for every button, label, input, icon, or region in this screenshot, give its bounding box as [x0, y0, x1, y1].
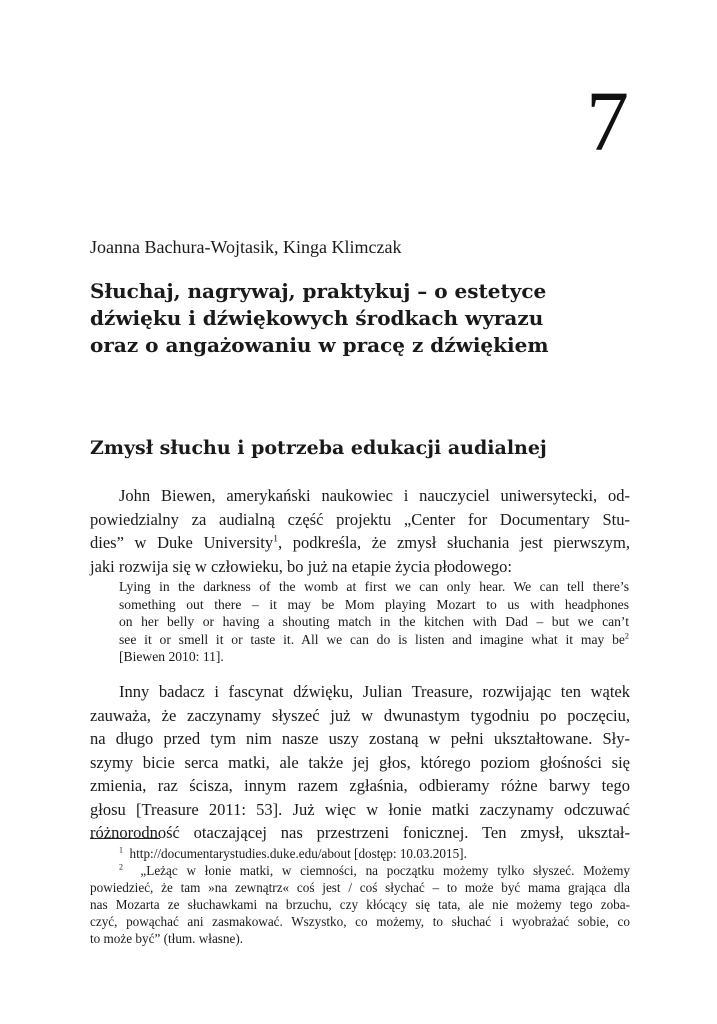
quote-line: [Biewen 2010: 11]. — [119, 649, 224, 665]
text-line: szymy bicie serca matki, ale także jej głos, którego poziom głośności się — [90, 752, 630, 772]
quote-line — [119, 631, 629, 649]
body-paragraph-1 — [90, 484, 630, 578]
footnote-ref-2: 2 — [624, 631, 629, 641]
quote-line: on her belly or having a shouting match in the kitchen with Dad – but we can’t — [119, 614, 629, 630]
text-line: powiedzialny za audialną część projektu „Center for Documentary Stu- — [90, 509, 630, 529]
text-line: zauważa, że zaczynamy słyszeć już w dwunastym tygodniu po poczęciu, — [90, 705, 630, 725]
text-line — [90, 531, 630, 555]
footnote-number: 2 — [119, 862, 123, 872]
chapter-number: 7 — [586, 73, 629, 169]
chapter-title-line: oraz o angażowaniu w pracę z dźwiękiem — [90, 333, 549, 357]
chapter-authors: Joanna Bachura-Wojtasik, Kinga Klimczak — [90, 237, 402, 257]
footnote-1 — [90, 846, 630, 863]
footnote-separator — [90, 838, 160, 839]
footnote-2-line: czyć, powąchać ani zasmakować. Wszystko, co możemy, to słuchać i wyobrażać sobie, co — [90, 913, 630, 929]
chapter-title-line: dźwięku i dźwiękowych środkach wyrazu — [90, 306, 544, 330]
text-line: jaki rozwija się w człowieku, bo już na etapie życia płodowego: — [90, 556, 512, 576]
text-line: John Biewen, amerykański naukowiec i nauczyciel uniwersytecki, od- — [119, 486, 630, 505]
footnote-2-line: nas Mozarta ze słuchawkami na brzuchu, czy kłócący się tata, ale nie możemy tego zoba- — [90, 896, 630, 912]
text-fragment: see it or smell it or taste it. All we can do is listen and imagine what it may be — [119, 631, 625, 647]
footnote-ref-1: 1 — [273, 533, 279, 545]
text-line: różnorodność otaczającej nas przestrzeni fonicznej. Ten zmysł, ukształ- — [90, 823, 630, 842]
footnote-2-line — [90, 863, 630, 880]
text-line: zmienia, raz ścisza, innym razem zgłaśnia, odbieramy różne barwy tego — [90, 776, 630, 795]
footnote-number: 1 — [119, 845, 123, 855]
footnotes — [90, 846, 630, 947]
text-fragment: „Leżąc w łonie matki, w ciemności, na początku możemy tylko słyszeć. Możemy — [140, 862, 631, 878]
text-fragment: dies” w Duke University — [90, 533, 274, 552]
section-heading: Zmysł słuchu i potrzeba edukacji audialnej — [90, 437, 547, 459]
footnote-2-line: to może być” (tłum. własne). — [90, 930, 244, 946]
body-paragraph-2 — [90, 680, 630, 845]
quote-line: something out there – it may be Mom playing Mozart to us with headphones — [119, 596, 629, 612]
text-line: na długo przed tym nim nasze uszy zostaną w pełni ukształtowane. Sły- — [90, 729, 630, 748]
footnote-link[interactable]: http://documentarystudies.duke.edu/about [dostęp: 10.03.2015]. — [129, 846, 467, 861]
text-line: głosu [Treasure 2011: 53]. Już więc w łonie matki zaczynamy odczuwać — [90, 799, 630, 819]
chapter-title-line: Słuchaj, nagrywaj, praktykuj – o estetyce — [90, 279, 547, 303]
quote-line: Lying in the darkness of the womb at first we can only hear. We can tell there’s — [119, 579, 629, 594]
block-quote — [119, 578, 629, 666]
footnote-2-line: powiedzieć, że tam »na zewnątrz« coś jest / coś słychać – to może być mama grająca dla — [90, 879, 630, 895]
text-fragment: , podkreśla, że zmysł słuchania jest pierwszym, — [278, 533, 631, 552]
chapter-title — [90, 278, 635, 359]
text-line: Inny badacz i fascynat dźwięku, Julian Treasure, rozwijając ten wątek — [119, 682, 630, 701]
